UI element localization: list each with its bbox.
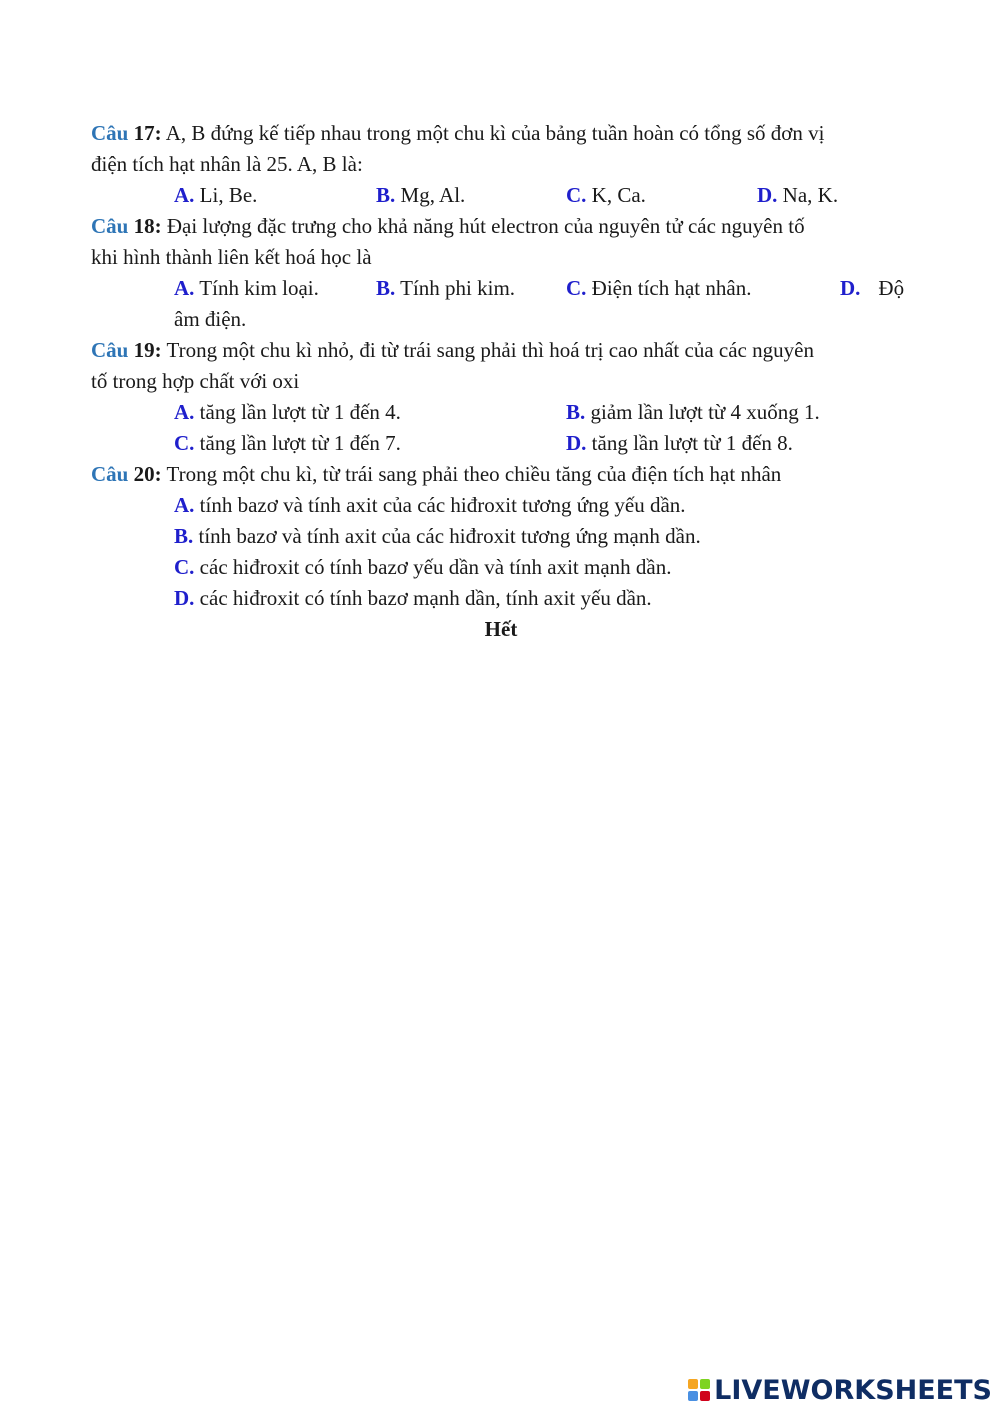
option-c[interactable]	[566, 180, 646, 211]
question-text: Trong một chu kì nhỏ, đi từ trái sang phải thì hoá trị cao nhất của các nguyên	[161, 338, 814, 362]
option-text: tăng lần lượt từ 1 đến 4.	[194, 400, 401, 424]
option-letter: C.	[174, 431, 195, 455]
option-text: tính bazơ và tính axit của các hiđroxit tương ứng yếu dần.	[194, 493, 686, 517]
question-18-line-1	[91, 211, 911, 242]
option-a[interactable]	[174, 180, 257, 211]
option-letter: B.	[376, 276, 396, 300]
option-text: tăng lần lượt từ 1 đến 7.	[194, 431, 401, 455]
option-d[interactable]	[91, 583, 911, 614]
question-19-options-row-1	[91, 397, 911, 428]
question-number: 18:	[133, 214, 162, 238]
option-d[interactable]	[757, 180, 838, 211]
option-c[interactable]	[174, 428, 401, 459]
question-18-option-wrap	[91, 304, 911, 335]
question-number: 17:	[133, 121, 162, 145]
option-b[interactable]	[566, 397, 820, 428]
option-text: tính bazơ và tính axit của các hiđroxit tương ứng mạnh dần.	[193, 524, 701, 548]
option-letter: B.	[566, 400, 586, 424]
option-letter: D.	[840, 276, 861, 300]
question-17-options	[91, 180, 911, 211]
question-18-options	[91, 273, 911, 304]
option-letter: C.	[174, 555, 195, 579]
option-letter: D.	[174, 586, 195, 610]
option-letter: C.	[566, 183, 587, 207]
option-text: các hiđroxit có tính bazơ mạnh dần, tính axit yếu dần.	[194, 586, 652, 610]
option-letter: A.	[174, 276, 195, 300]
option-text: Tính phi kim.	[395, 276, 516, 300]
option-text: Điện tích hạt nhân.	[586, 276, 752, 300]
option-text: Tính kim loại.	[194, 276, 319, 300]
option-letter: D.	[757, 183, 778, 207]
question-label: Câu	[91, 214, 129, 238]
option-b[interactable]	[376, 180, 465, 211]
option-text: giảm lần lượt từ 4 xuống 1.	[585, 400, 820, 424]
option-d[interactable]	[566, 428, 793, 459]
logo-icon	[688, 1379, 710, 1401]
option-text-continued: âm điện.	[174, 307, 247, 331]
liveworksheets-logo[interactable]	[688, 1373, 992, 1407]
worksheet-content	[91, 118, 911, 645]
question-text: khi hình thành liên kết hoá học là	[91, 245, 372, 269]
option-a[interactable]	[174, 397, 401, 428]
question-label: Câu	[91, 338, 129, 362]
question-17-line-1	[91, 118, 911, 149]
option-letter: A.	[174, 400, 195, 424]
question-20-line-1	[91, 459, 911, 490]
option-d[interactable]	[840, 273, 904, 304]
option-text: K, Ca.	[586, 183, 646, 207]
question-19-line-2	[91, 366, 911, 397]
option-b[interactable]	[91, 521, 911, 552]
option-letter: D.	[566, 431, 587, 455]
option-letter: A.	[174, 493, 195, 517]
option-c[interactable]	[566, 273, 751, 304]
question-number: 19:	[133, 338, 162, 362]
option-text: Độ	[878, 276, 905, 300]
question-text: Trong một chu kì, từ trái sang phải theo chiều tăng của điện tích hạt nhân	[161, 462, 782, 486]
option-text: các hiđroxit có tính bazơ yếu dần và tính axit mạnh dần.	[194, 555, 672, 579]
question-text: điện tích hạt nhân là 25. A, B là:	[91, 152, 363, 176]
option-a[interactable]	[91, 490, 911, 521]
option-letter: A.	[174, 183, 195, 207]
option-text: tăng lần lượt từ 1 đến 8.	[586, 431, 793, 455]
question-text: A, B đứng kế tiếp nhau trong một chu kì của bảng tuần hoàn có tổng số đơn vị	[161, 121, 825, 145]
option-text: Mg, Al.	[395, 183, 466, 207]
question-19-options-row-2	[91, 428, 911, 459]
option-letter: B.	[376, 183, 396, 207]
question-text: Đại lượng đặc trưng cho khả năng hút electron của nguyên tử các nguyên tố	[161, 214, 805, 238]
option-text: Li, Be.	[194, 183, 258, 207]
question-18-line-2	[91, 242, 911, 273]
question-number: 20:	[133, 462, 162, 486]
option-letter: B.	[174, 524, 194, 548]
end-marker: Hết	[484, 617, 518, 641]
question-17-line-2	[91, 149, 911, 180]
option-a[interactable]	[174, 273, 319, 304]
question-text: tố trong hợp chất với oxi	[91, 369, 300, 393]
option-b[interactable]	[376, 273, 515, 304]
question-19-line-1	[91, 335, 911, 366]
question-label: Câu	[91, 462, 129, 486]
question-label: Câu	[91, 121, 129, 145]
option-c[interactable]	[91, 552, 911, 583]
option-letter: C.	[566, 276, 587, 300]
logo-text: LIVEWORKSHEETS	[714, 1374, 992, 1406]
option-text: Na, K.	[777, 183, 839, 207]
